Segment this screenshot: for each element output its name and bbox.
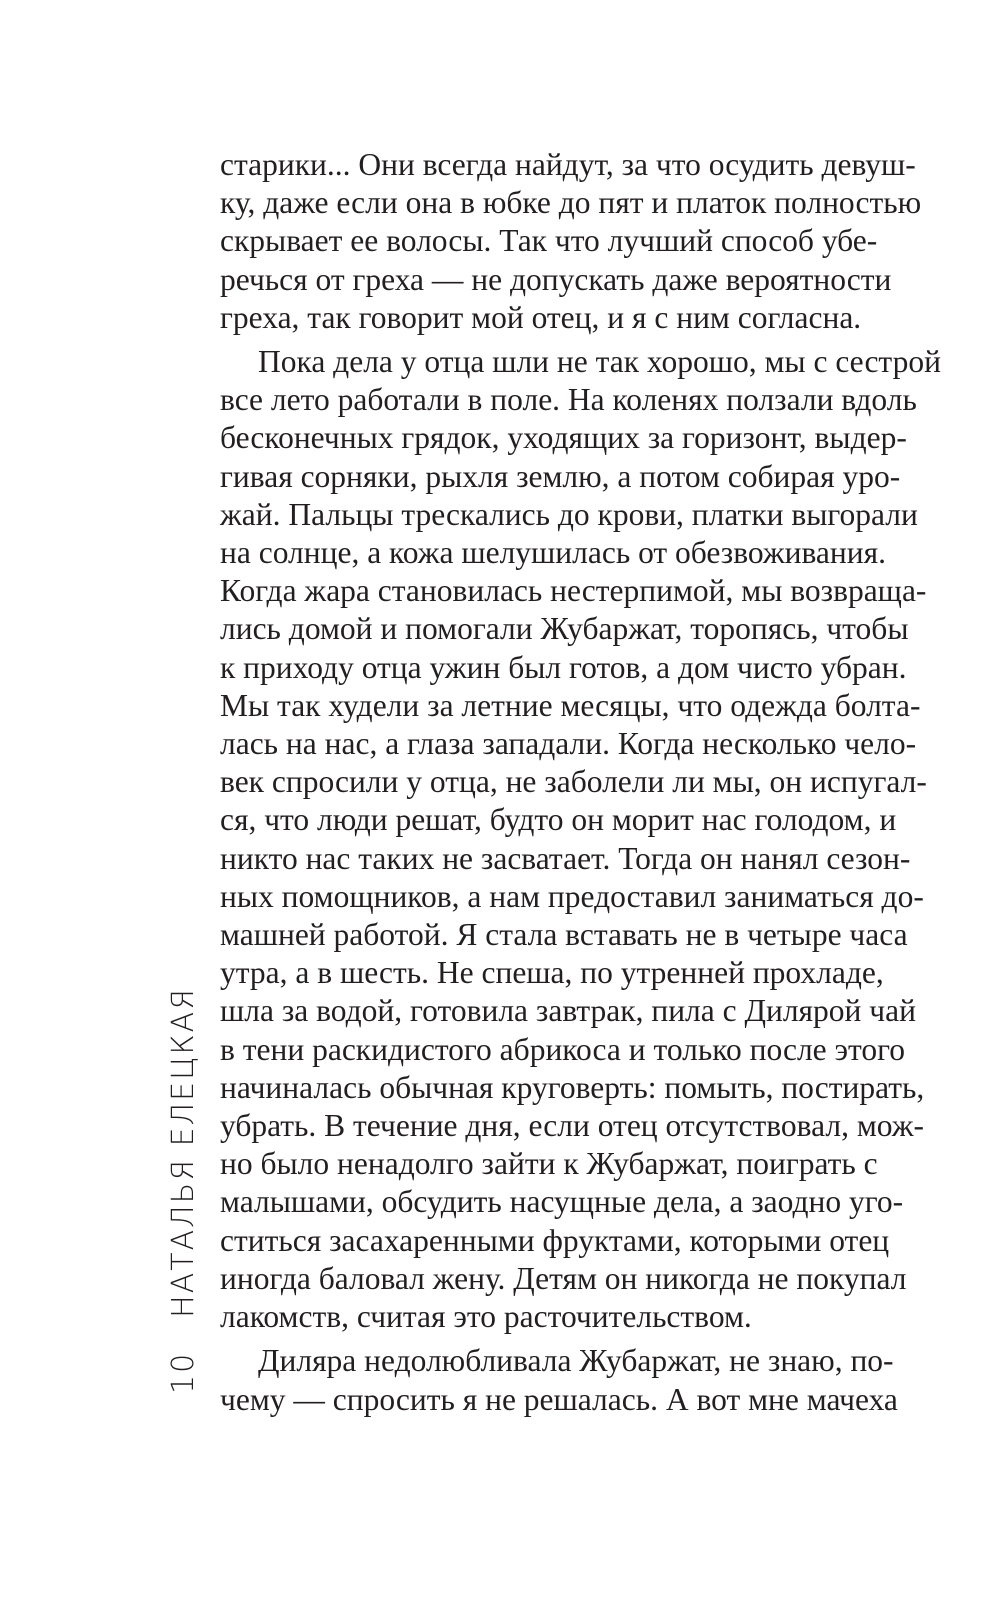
text-line: гивая сорняки, рыхля землю, а потом собирая уро- bbox=[220, 458, 901, 494]
text-line: Мы так худели за летние месяцы, что одежда болта- bbox=[220, 687, 921, 723]
text-line: но было ненадолго зайти к Жубаржат, поиграть с bbox=[220, 1146, 878, 1182]
paragraph bbox=[220, 146, 922, 337]
text-line: шла за водой, готовила завтрак, пила с Дилярой чай bbox=[220, 993, 916, 1029]
text-line: иногда баловал жену. Детям он никогда не покупал bbox=[220, 1260, 907, 1296]
running-head bbox=[166, 987, 201, 1394]
text-line: ся, что люди решат, будто он морит нас голодом, и bbox=[220, 802, 897, 838]
text-line: убрать. В течение дня, если отец отсутствовал, мож- bbox=[220, 1108, 924, 1144]
text-line: Пока дела у отца шли не так хорошо, мы с сестрой bbox=[258, 344, 941, 380]
text-line: лакомств, считая это расточительством. bbox=[220, 1299, 752, 1335]
paragraph bbox=[220, 343, 941, 1336]
text-line: бесконечных грядок, уходящих за горизонт, выдер- bbox=[220, 420, 907, 456]
text-line: скрывает ее волосы. Так что лучший способ убе- bbox=[220, 223, 878, 259]
text-line: греха, так говорит мой отец, и я с ним согласна. bbox=[220, 299, 862, 335]
text-line: все лето работали в поле. На коленях ползали вдоль bbox=[220, 382, 917, 418]
body-text bbox=[220, 146, 941, 1419]
text-line: речься от греха — не допускать даже вероятности bbox=[220, 261, 892, 297]
text-line: лась на нас, а глаза западали. Когда несколько чело- bbox=[220, 726, 917, 762]
text-line: старики... Они всегда найдут, за что осудить девуш- bbox=[220, 147, 916, 182]
text-line: малышами, обсудить насущные дела, а заодно уго- bbox=[220, 1184, 904, 1220]
text-line: начиналась обычная круговерть: помыть, постирать, bbox=[220, 1069, 925, 1105]
text-line: жай. Пальцы трескались до крови, платки выгорали bbox=[220, 496, 918, 532]
text-line: ститься засахаренными фруктами, которыми отец bbox=[220, 1222, 890, 1258]
text-line: чему — спросить я не решалась. А вот мне мачеха bbox=[220, 1381, 898, 1417]
text-line: Диляра недолюбливала Жубаржат, не знаю, по- bbox=[258, 1343, 894, 1379]
text-line: на солнце, а кожа шелушилась от обезвоживания. bbox=[220, 535, 886, 571]
paragraph bbox=[220, 1342, 898, 1418]
text-line: утра, а в шесть. Не спеша, по утренней прохладе, bbox=[220, 955, 884, 991]
text-line: никто нас таких не засватает. Тогда он нанял сезон- bbox=[220, 840, 911, 876]
text-line: ных помощников, а нам предоставил заниматься до- bbox=[220, 878, 924, 914]
text-line: к приходу отца ужин был готов, а дом чисто убран. bbox=[220, 649, 907, 685]
text-line: век спросили у отца, не заболели ли мы, он испугал- bbox=[220, 764, 927, 800]
text-line: машней работой. Я стала вставать не в четыре часа bbox=[220, 917, 908, 953]
author-name: НАТАЛЬЯ ЕЛЕЦКАЯ bbox=[166, 987, 201, 1318]
page-number: 10 bbox=[166, 1351, 201, 1394]
text-line: лись домой и помогали Жубаржат, торопясь, чтобы bbox=[220, 611, 909, 647]
text-line: ку, даже если она в юбке до пят и платок полностью bbox=[220, 185, 922, 221]
text-line: в тени раскидистого абрикоса и только после этого bbox=[220, 1031, 906, 1067]
text-line: Когда жара становилась нестерпимой, мы возвраща- bbox=[220, 573, 927, 609]
